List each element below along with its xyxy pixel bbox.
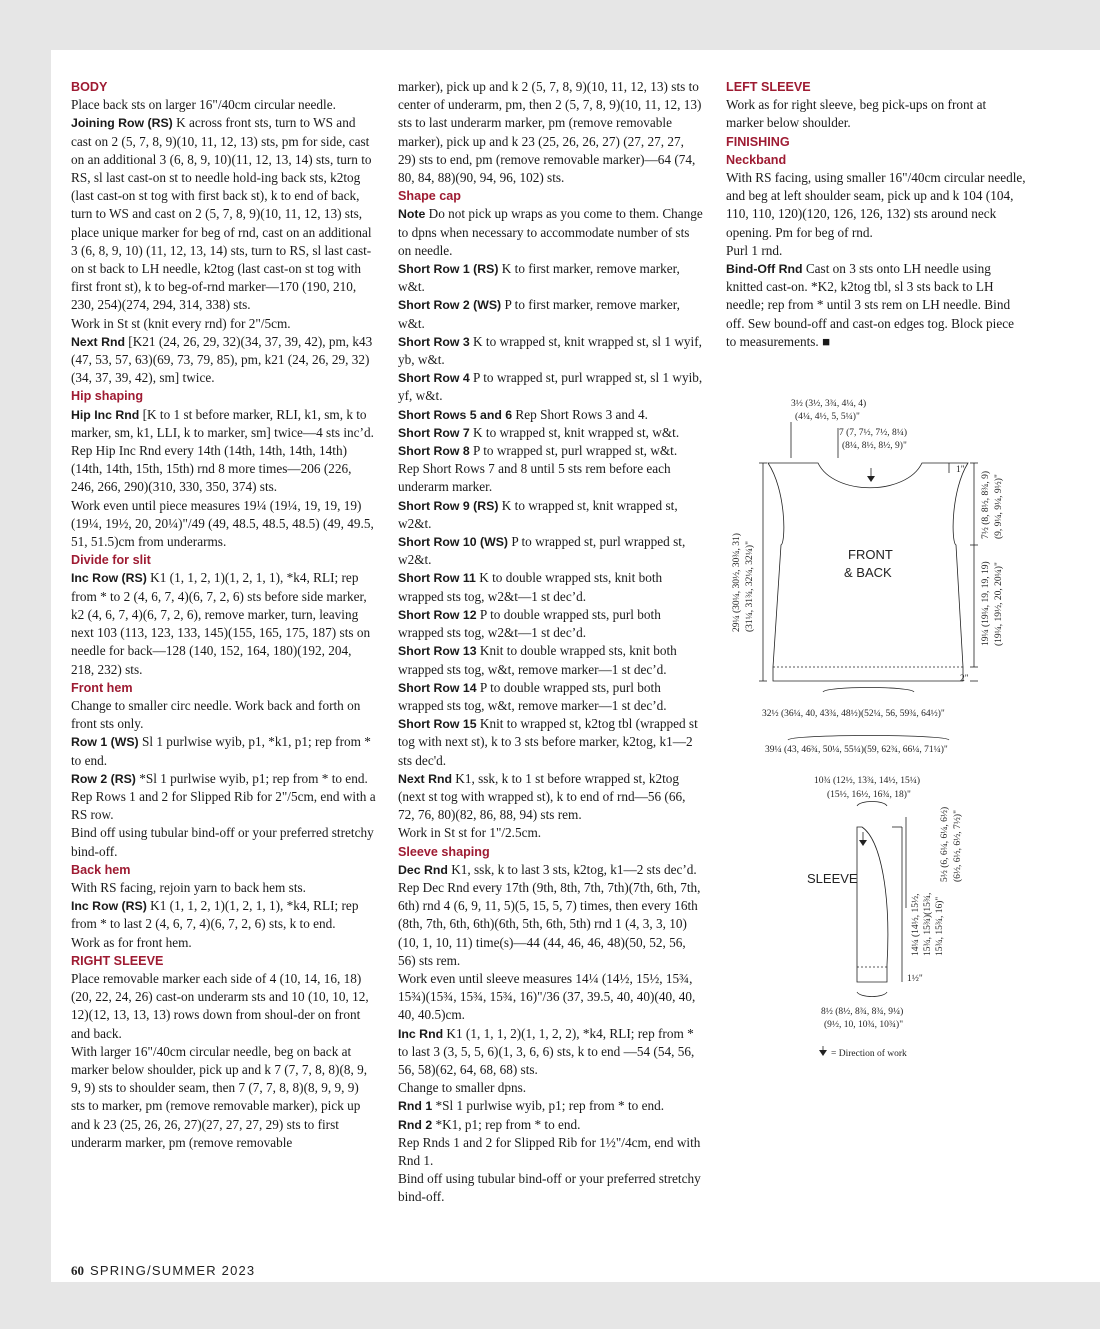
run-in-label: Inc Rnd <box>398 1026 444 1041</box>
paragraph-text: K1, ssk, k to 1 st before wrapped st, k2tog (next st tog with wrapped st), k to end of rnd—56 (66, 72, 76, 80)(82, 86, 88, 94) sts rem. <box>398 770 686 823</box>
section-heading: Hip shaping <box>71 389 144 404</box>
run-in-label: Next Rnd <box>398 771 452 786</box>
paragraph-text: P to wrapped st, purl wrapped st, w&t. <box>469 443 678 459</box>
dim-armhole-label-2: (9, 9¼, 9¼, 9½)" <box>994 474 1004 539</box>
section-heading: RIGHT SLEEVE <box>71 953 164 968</box>
paragraph-text: With larger 16"/40cm circular needle, beg on back at marker below shoulder, pick up and k 7 (7, 7, 8, 8)(8, 9, 9, 9) sts to shoulder seam, then 7 (7, 7, 8, 8)(8, 9, 9, 9) sts to marker, pm (remove removable marker), pick up and k 23 (25, 26, 26, 27)(27, 27, 27, 29) sts to first underarm marker, pm (remove removable <box>71 1043 368 1150</box>
paragraph-text: K to wrapped st, knit wrapped st, w&t. <box>469 424 680 440</box>
section-heading: Neckband <box>726 152 787 167</box>
paragraph-text: Work as for front hem. <box>71 934 192 950</box>
run-in-label: Short Row 2 (WS) <box>398 298 502 313</box>
paragraph-text: Bind off using tubular bind-off or your preferred stretchy bind-off. <box>398 1171 701 1205</box>
paragraph-text: Rep Rnds 1 and 2 for Slipped Rib for 1½"/4cm, end with Rnd 1. <box>398 1134 701 1168</box>
page <box>51 50 1100 1282</box>
paragraph-text: Change to smaller circ needle. Work back and forth on front sts only. <box>71 697 361 732</box>
run-in-label: Joining Row (RS) <box>71 116 173 131</box>
section-heading: Divide for slit <box>71 553 151 568</box>
dim-neck-drop-label: 1" <box>956 465 965 475</box>
run-in-label: Row 1 (WS) <box>71 735 139 750</box>
run-in-label: Hip Inc Rnd <box>71 407 140 422</box>
sleeve-cuff-width-label-1: 8½ (8½, 8¾, 8¾, 9¼) <box>821 1007 904 1017</box>
dim-neck-label-2: (8¼, 8½, 8½, 9)" <box>842 441 907 451</box>
run-in-label: Short Row 14 <box>398 680 477 695</box>
section-heading: BODY <box>71 80 108 94</box>
run-in-label: Short Row 1 (RS) <box>398 262 499 277</box>
paragraph-text: With RS facing, using smaller 16"/40cm circular needle, and beg at left shoulder seam, pick up and k 104 (104, 110, 110, 120)(120, 126, 126, 132) sts around neck opening. Pm for beg of rnd. <box>726 170 1026 240</box>
run-in-label: Inc Row (RS) <box>71 899 147 914</box>
dim-upper-width <box>823 688 914 693</box>
sleeve-width-label-1: 10¾ (12½, 13¾, 14½, 15¼) <box>814 776 921 786</box>
section-heading: Shape cap <box>398 189 461 204</box>
dim-sleeve-width <box>857 802 887 807</box>
paragraph-text: Work in St st for 1"/2.5cm. <box>398 825 542 841</box>
sleeve-cap-label-1: 5½ (6, 6¼, 6¼, 6½) <box>940 806 950 882</box>
paragraph-text: Work even until piece measures 19¼ (19¼, 19, 19, 19)(19¼, 19½, 20, 20¼)"/49 (49, 48.5, 48.5, 48.5) (49, 49.5, 51, 51.5)cm from underarms. <box>71 497 374 550</box>
direction-arrow-icon <box>859 840 867 846</box>
paragraph-text: P to double wrapped sts, purl both wrapped sts tog, w2&t—1 st dec’d. <box>398 606 661 641</box>
run-in-label: Short Row 15 <box>398 717 477 732</box>
run-in-label: Dec Rnd <box>398 862 448 877</box>
paragraph-text: [K21 (24, 26, 29, 32)(34, 37, 39, 42), pm, k43 (47, 53, 57, 63)(69, 73, 79, 85), pm, k21 (24, 26, 29, 32)(34, 37, 39, 42), sm] twice. <box>71 333 373 386</box>
paragraph-text: K1 (1, 1, 1, 2)(1, 1, 2, 2), *k4, RLI; rep from * to last 3 (3, 5, 5, 6)(1, 3, 6, 6) sts, k to end —54 (54, 56, 56, 58)(62, 64, 68, 68) sts. <box>398 1025 695 1077</box>
run-in-label: Short Rows 5 and 6 <box>398 407 513 422</box>
paragraph-text: K to wrapped st, knit wrapped st, sl 1 wyif, yb, w&t. <box>398 333 702 368</box>
paragraph-text: Do not pick up wraps as you come to them. Change to dpns when necessary to accommodate number of sts on needle. <box>398 206 703 258</box>
dim-shoulder-label-1: 3½ (3½, 3¾, 4¼, 4) <box>791 399 867 409</box>
paragraph-text: K1 (1, 1, 2, 1)(1, 2, 1, 1), *k4, RLI; rep from * to 2 (4, 6, 7, 4)(6, 7, 2, 6) sts before side marker, k2 (4, 6, 7, 4)(6, 7, 2, 6), remove marker, turn, leaving next 103 (113, 123, 133, 145)(155, 165, 175, 187) sts on needle for back—128 (140, 152, 164, 180)(192, 204, 218, 232) sts. <box>71 570 371 677</box>
body-label-line2: & BACK <box>844 565 892 580</box>
run-in-label: Short Row 8 <box>398 444 470 459</box>
dim-upper-width-label: 32½ (36¼, 40, 43¾, 48½)(52¼, 56, 59¾, 64½)" <box>762 709 945 719</box>
dim-hem-label: 2" <box>960 674 969 684</box>
paragraph-text: *Sl 1 purlwise wyib, p1; rep from * to end. <box>432 1098 665 1114</box>
dim-neck-label-1: 7 (7, 7½, 7½, 8¼) <box>839 428 908 438</box>
dim-armhole-label-1: 7½ (8, 8½, 8¾, 9) <box>981 470 991 539</box>
direction-arrow-icon <box>867 476 875 482</box>
run-in-label: Short Row 3 <box>398 334 470 349</box>
paragraph-text: Change to smaller dpns. <box>398 1080 527 1096</box>
paragraph-text: Rep Hip Inc Rnd every 14th (14th, 14th, 14th, 14th) (14th, 14th, 15th, 15th) rnd 8 more times—206 (226, 246, 266, 290)(310, 330, 350, 374) sts. <box>71 443 352 495</box>
paragraph-text: Place removable marker each side of 4 (10, 14, 16, 18)(20, 22, 24, 26) cast-on underarm sts and 10 (10, 10, 12, 12)(12, 13, 13, 13) rows down from shoul-der on front and back. <box>71 970 369 1041</box>
dim-cuff-width <box>857 992 887 997</box>
run-in-label: Short Row 13 <box>398 644 477 659</box>
section-heading: Sleeve shaping <box>398 844 490 859</box>
page-footer <box>71 1263 255 1279</box>
run-in-label: Row 2 (RS) <box>71 771 136 786</box>
dim-shoulder-label-2: (4¼, 4½, 5, 5¼)" <box>795 412 860 422</box>
section-heading: LEFT SLEEVE <box>726 80 811 94</box>
run-in-label: Rnd 2 <box>398 1117 433 1132</box>
paragraph-text: Work as for right sleeve, beg pick-ups on front at marker below shoulder. <box>726 97 987 131</box>
paragraph-text: K1 (1, 1, 2, 1)(1, 2, 1, 1), *k4, RLI; rep from * to last 2 (4, 6, 7, 4)(6, 7, 2, 6) sts, k to end. <box>71 898 359 932</box>
sleeve-cap-label-2: (6½, 6½, 6½, 7½)" <box>953 810 963 882</box>
dim-side-label-1: 19¼ (19¼, 19, 19, 19) <box>981 561 991 646</box>
paragraph-text: K1, ssk, k to last 3 sts, k2tog, k1—2 sts dec’d. <box>447 861 697 877</box>
paragraph-text: K to wrapped st, knit wrapped st, w2&t. <box>398 497 678 531</box>
paragraph-text: K to first marker, remove marker, w&t. <box>398 261 680 295</box>
paragraph-text: Rep Dec Rnd every 17th (9th, 8th, 7th, 7th)(7th, 6th, 7th, 6th) rnd 4 (6, 9, 11, 5)(5, 15, 5, 7) times, then every 16th (8th, 7th, 6th, 6th)(6th, 5th, 6th, 5th) rnd 1 (4, 3, 3, 10)(10, 1, 10, 11) time(s)—44 (44, 46, 46, 48)(50, 52, 56, 56) sts rem. <box>398 879 701 968</box>
sleeve-cuff-depth-label: 1½" <box>907 974 923 984</box>
paragraph-text: P to first marker, remove marker, w&t. <box>398 297 680 331</box>
paragraph-text: Sl 1 purlwise wyib, p1, *k1, p1; rep from * to end. <box>71 734 371 768</box>
section-heading: Back hem <box>71 862 131 877</box>
paragraph-text: [K to 1 st before marker, RLI, k1, sm, k to marker, sm, k1, LLI, k to marker, sm] twice—4 sts inc’d. <box>71 406 374 440</box>
run-in-label: Note <box>398 207 426 222</box>
dim-side-label-2: (19¼, 19½, 20, 20¼)" <box>994 562 1004 646</box>
issue-title: SPRING/SUMMER 2023 <box>90 1263 256 1278</box>
page-number: 60 <box>71 1263 84 1278</box>
sleeve-width-label-2: (15½, 16½, 16¾, 18)" <box>827 790 911 800</box>
sleeve-length-label-1: 14¼ (14½, 15½, <box>911 893 921 956</box>
sleeve-length-label-3: 15¾, 15¾, 16)" <box>935 896 945 956</box>
paragraph-text: Rep Short Rows 7 and 8 until 5 sts rem before each underarm marker. <box>398 461 671 495</box>
run-in-label: Bind-Off Rnd <box>726 262 803 277</box>
paragraph-text: marker), pick up and k 2 (5, 7, 8, 9)(10, 11, 12, 13) sts to center of underarm, pm, then 2 (5, 7, 8, 9)(10, 11, 12, 13) sts to last underarm marker, pm (remove removable marker), pick up and k 23 (25, 26, 26, 27) (27, 27, 27, 29) sts to end, pm (remove removable marker)—64 (74, 80, 84, 88)(90, 94, 96, 102) sts. <box>398 79 702 186</box>
run-in-label: Short Row 10 (WS) <box>398 535 508 550</box>
paragraph-text: Work in St st (knit every rnd) for 2"/5cm. <box>71 315 291 331</box>
dim-lower-width <box>788 736 949 741</box>
paragraph-text: P to double wrapped sts, purl both wrapped sts tog, w&t, remove marker—1 st dec’d. <box>398 679 667 713</box>
run-in-label: Short Row 11 <box>398 571 476 586</box>
paragraph-text: Work even until sleeve measures 14¼ (14½, 15½, 15¾, 15¾)(15¾, 15¾, 15¾, 16)"/36 (37, 39.5, 40, 40)(40, 40, 40, 40.5)cm. <box>398 970 696 1023</box>
run-in-label: Inc Row (RS) <box>71 571 147 586</box>
section-heading: FINISHING <box>726 134 790 149</box>
paragraph-text: Place back sts on larger 16"/40cm circular needle. <box>71 97 336 113</box>
paragraph-text: *K1, p1; rep from * to end. <box>432 1116 581 1132</box>
legend-arrow-icon <box>819 1050 827 1056</box>
paragraph-text: Rep Short Rows 3 and 4. <box>512 406 648 422</box>
paragraph-text: *Sl 1 purlwise wyib, p1; rep from * to end. <box>135 770 368 786</box>
run-in-label: Short Row 4 <box>398 371 470 386</box>
sleeve-outline <box>857 827 888 982</box>
schematic <box>51 50 1100 1282</box>
sleeve-cuff-width-label-2: (9½, 10, 10¾, 10¾)" <box>824 1020 904 1030</box>
run-in-label: Next Rnd <box>71 334 125 349</box>
paragraph-text: K across front sts, turn to WS and cast on 2 (5, 7, 8, 9)(10, 11, 12, 13) sts, pm for side, cast on an additional 3 (6, 8, 9, 10)(11, 12, 13, 14) sts, turn to RS, sl last cast-on st to needle hold-ing back sts, k2tog (last cast-on st tog with first back st), k to end of back, turn to WS and cast on 2 (5, 7, 8, 9)(10, 11, 12, 13) sts, place unique marker for beg of rnd, cast on an additional 3 (6, 8, 9, 10) (11, 12, 13, 14) sts, turn to RS, sl last cast-on st back to LH needle, k2tog (last cast-on st tog with first front st), k to beg-of-rnd marker—170 (190, 210, 230, 254)(274, 294, 314, 338) sts. <box>71 115 372 313</box>
paragraph-text: P to wrapped st, purl wrapped st, w2&t. <box>398 534 686 568</box>
paragraph-text: Rep Rows 1 and 2 for Slipped Rib for 2"/5cm, end with a RS row. <box>71 788 376 823</box>
dim-length-label-1: 29¼ (30¼, 30½, 30¾, 31) <box>732 533 742 632</box>
paragraph-text: With RS facing, rejoin yarn to back hem sts. <box>71 879 306 895</box>
paragraph-text: Knit to wrapped st, k2tog tbl (wrapped st tog with next st), k to 3 sts before marker, k2tog, k1—2 sts dec'd. <box>398 716 698 768</box>
sleeve-length-label-2: 15¾, 15¾)(15¾, <box>923 892 933 956</box>
run-in-label: Short Row 7 <box>398 425 470 440</box>
run-in-label: Short Row 12 <box>398 607 477 622</box>
sleeve-label: SLEEVE <box>807 871 858 886</box>
section-heading: Front hem <box>71 680 133 695</box>
paragraph-text: Cast on 3 sts onto LH needle using knitted cast-on. *K2, k2tog tbl, sl 3 sts back to LH needle; rep from * until 3 sts rem on LH needle. Bind off. Sew bound-off and cast-on edges tog. Block piece to measurements. ■ <box>726 261 1014 349</box>
paragraph-text: Purl 1 rnd. <box>726 242 783 258</box>
paragraph-text: Knit to double wrapped sts, knit both wrapped sts tog, w&t, remove marker—1 st dec’d. <box>398 643 677 677</box>
body-label-line1: FRONT <box>848 547 893 562</box>
run-in-label: Short Row 9 (RS) <box>398 498 499 513</box>
dim-length-label-2: (31¼, 31¾, 32¼, 32¼)" <box>745 541 755 632</box>
run-in-label: Rnd 1 <box>398 1099 433 1114</box>
dim-lower-width-label: 39¼ (43, 46¾, 50¼, 55¼)(59, 62¾, 66¼, 71¼)" <box>765 745 948 755</box>
paragraph-text: Bind off using tubular bind-off or your preferred stretchy bind-off. <box>71 825 374 859</box>
legend-label: = Direction of work <box>831 1049 907 1059</box>
paragraph-text: K to double wrapped sts, knit both wrapped sts tog, w2&t—1 st dec’d. <box>398 570 663 604</box>
paragraph-text: P to wrapped st, purl wrapped st, sl 1 wyib, yf, w&t. <box>398 370 703 404</box>
